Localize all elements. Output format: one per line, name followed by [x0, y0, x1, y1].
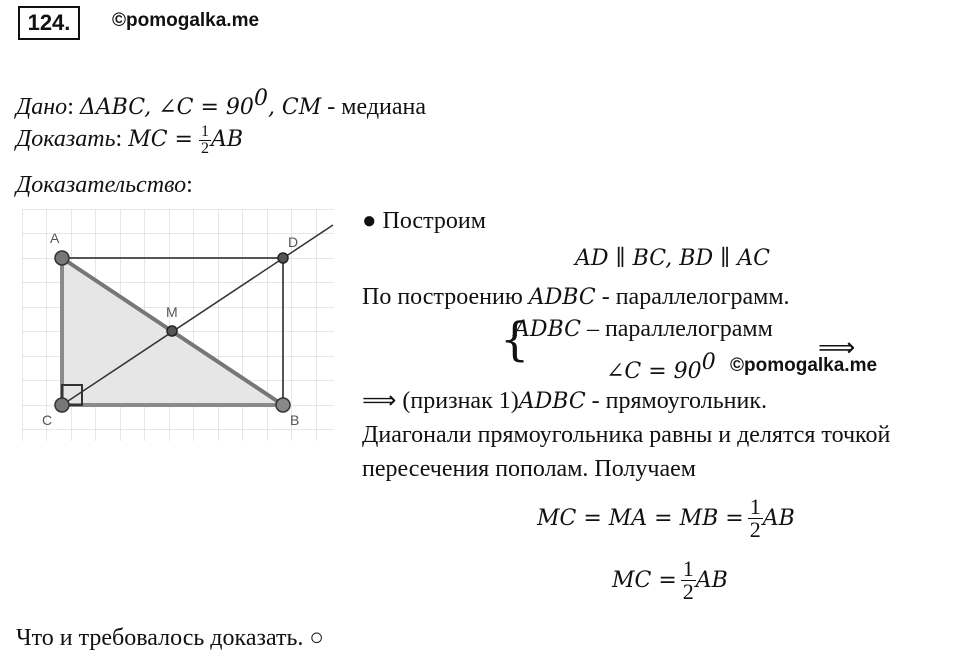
- eq1-fraction: $\frac{1}{2}$: [749, 494, 761, 542]
- given-degree: 0: [253, 86, 268, 111]
- watermark-2: ©pomogalka.me: [730, 355, 878, 376]
- point-a: [55, 251, 69, 265]
- prove-math-left: MC =: [128, 127, 193, 153]
- conclusion: Что и требовалось доказать. ○: [16, 625, 324, 651]
- prove-math-right: AB: [210, 127, 244, 153]
- prove-frac-num: 1: [200, 123, 209, 140]
- implies-arrow: ⟹: [818, 333, 856, 362]
- given-line: Дано: ΔABC, ∠C = $90^0$, CM - медиана: [16, 86, 427, 120]
- prove-label: Доказать: [16, 126, 116, 153]
- problem-number: 124.: [18, 6, 80, 40]
- proof-step-diagonals-2: пересечения пополам. Получаем: [362, 456, 696, 482]
- prove-fraction: [199, 124, 211, 157]
- watermark: ©pomogalka.me: [112, 10, 260, 31]
- proof-label: Доказательство:: [16, 172, 193, 198]
- eq2-fraction: $\frac{1}{2}$: [682, 556, 694, 604]
- prove-line: Доказать: MC = $\frac{1}{2}$ AB: [16, 123, 244, 157]
- proof-step-diagonals-1: Диагонали прямоугольника равны и делятся точкой: [362, 422, 891, 448]
- point-m: [167, 326, 177, 336]
- system-line-1: ADBC – параллелограмм: [514, 316, 773, 342]
- given-label: Дано: [16, 94, 68, 120]
- point-c: [55, 398, 69, 412]
- given-math: ΔABC, ∠C = 90: [79, 95, 254, 120]
- proof-step-parallelogram: По построению ADBC - параллелограмм.: [362, 284, 790, 310]
- step2-math: ADBC: [528, 285, 596, 310]
- proof-step-construct: ● Построим: [362, 208, 486, 234]
- step3-math: ADBC: [518, 389, 586, 414]
- proof-step-rectangle: ⟹ (признак 1)ADBC - прямоугольник.: [362, 388, 768, 414]
- label-c: C: [42, 412, 53, 428]
- point-d: [278, 253, 288, 263]
- point-b: [276, 398, 290, 412]
- given-median: , CM: [267, 95, 322, 120]
- given-text: - медиана: [321, 94, 427, 120]
- prove-frac-den: 2: [200, 140, 209, 157]
- construct-math: AD ∥ BC, BD ∥ AC: [575, 246, 770, 271]
- equation-2: MC = $\frac{1}{2}$ AB: [612, 556, 728, 604]
- equation-1: MC = MA = MB = $\frac{1}{2}$ AB: [537, 494, 795, 542]
- label-b: B: [290, 412, 300, 428]
- geometry-figure: [18, 205, 338, 445]
- label-m: M: [166, 304, 178, 320]
- label-d: D: [288, 234, 299, 250]
- system-line-2: ∠C = $90^0$: [606, 350, 716, 384]
- system-brace: {: [500, 312, 530, 366]
- label-a: A: [50, 230, 60, 246]
